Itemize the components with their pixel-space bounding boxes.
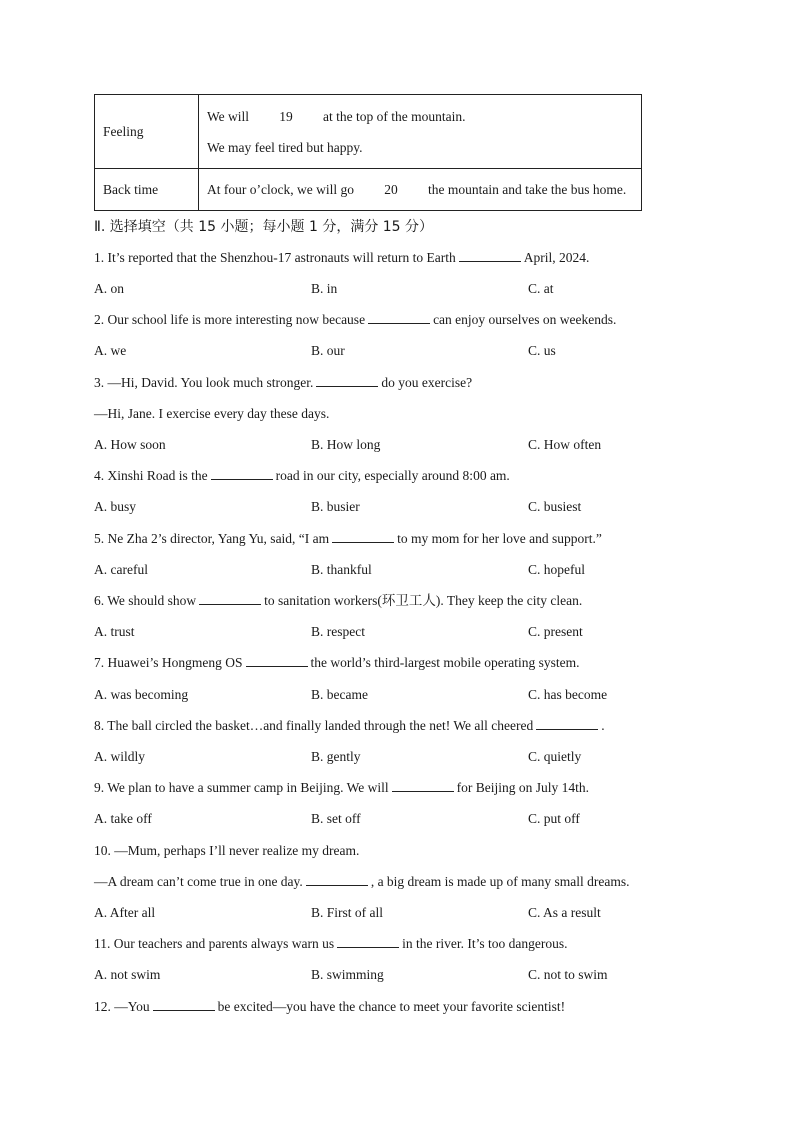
answer-blank: [332, 529, 394, 543]
option-a: A. wildly: [94, 749, 146, 764]
question-text: 3. —Hi, David. You look much stronger.: [94, 375, 314, 390]
question-9: [94, 778, 589, 798]
option-a: A. trust: [94, 624, 135, 639]
question-text: to sanitation workers(环卫工人). They keep the city clean.: [264, 593, 583, 608]
option-b: B. thankful: [311, 562, 372, 577]
blank-number: 20: [384, 182, 398, 197]
option-c: C. present: [528, 624, 583, 639]
question-text: road in our city, especially around 8:00 am.: [275, 468, 510, 483]
question-text: 6. We should show: [94, 593, 197, 608]
option-b: B. gently: [311, 749, 361, 764]
option-c: C. not to swim: [528, 967, 608, 982]
question-5: [94, 529, 602, 549]
question-text: 1. It’s reported that the Shenzhou-17 astronauts will return to Earth: [94, 250, 456, 265]
question-text: 7. Huawei’s Hongmeng OS: [94, 655, 243, 670]
table-row-feeling: [95, 95, 642, 169]
question-text: can enjoy ourselves on weekends.: [433, 312, 617, 327]
row-label: Feeling: [95, 95, 199, 169]
content-line: We may feel tired but happy.: [207, 139, 363, 155]
answer-blank: [337, 934, 399, 948]
answer-blank: [246, 653, 308, 667]
question-text: 11. Our teachers and parents always warn us: [94, 936, 335, 951]
text-after-blank: at the top of the mountain.: [323, 108, 466, 124]
answer-blank: [368, 310, 430, 324]
table-row-back-time: [95, 169, 642, 211]
question-text: the world’s third-largest mobile operating system.: [310, 655, 580, 670]
answer-blank: [199, 591, 261, 605]
option-c: C. has become: [528, 687, 608, 702]
question-text: April, 2024.: [523, 250, 590, 265]
answer-blank: [536, 716, 598, 730]
answer-blank: [459, 248, 521, 262]
text-before-blank: We will: [207, 108, 250, 124]
option-a: A. was becoming: [94, 687, 189, 702]
question-text: 8. The ball circled the basket…and finally landed through the net! We all cheered: [94, 718, 534, 733]
option-b: B. our: [311, 343, 345, 358]
answer-blank: [153, 997, 215, 1011]
option-b: B. became: [311, 687, 368, 702]
question-text: to my mom for her love and support.”: [397, 531, 602, 546]
question-8: [94, 716, 605, 736]
question-text: in the river. It’s too dangerous.: [402, 936, 568, 951]
answer-blank: [392, 778, 454, 792]
option-a: A. not swim: [94, 967, 161, 982]
question-text: 5. Ne Zha 2’s director, Yang Yu, said, “I am: [94, 531, 330, 546]
question-1: [94, 248, 589, 268]
row-label: Back time: [95, 169, 199, 211]
option-c: C. at: [528, 281, 554, 296]
question-11: [94, 934, 568, 954]
option-c: C. As a result: [528, 905, 601, 920]
question-3-reply: —Hi, Jane. I exercise every day these days.: [94, 406, 330, 421]
option-c: C. put off: [528, 811, 580, 826]
question-text: , a big dream is made up of many small dreams.: [370, 874, 630, 889]
row-content: [199, 95, 642, 169]
question-text: 12. —You: [94, 999, 150, 1014]
question-text: for Beijing on July 14th.: [456, 780, 590, 795]
question-text: —A dream can’t come true in one day.: [94, 874, 303, 889]
option-c: C. quietly: [528, 749, 582, 764]
content-line: [207, 101, 633, 132]
question-3: [94, 373, 472, 393]
option-c: C. hopeful: [528, 562, 585, 577]
answer-blank: [211, 466, 273, 480]
activity-table: [94, 94, 642, 211]
text-before-blank: At four o’clock, we will go: [207, 182, 354, 197]
option-a: A. careful: [94, 562, 148, 577]
option-a: A. How soon: [94, 437, 166, 452]
option-c: C. How often: [528, 437, 602, 452]
question-text: 4. Xinshi Road is the: [94, 468, 208, 483]
question-text: 9. We plan to have a summer camp in Beijing. We will: [94, 780, 389, 795]
blank-number: 19: [279, 108, 293, 124]
option-c: C. us: [528, 343, 556, 358]
option-b: B. busier: [311, 499, 360, 514]
option-a: A. we: [94, 343, 127, 358]
question-text: do you exercise?: [381, 375, 473, 390]
question-10: 10. —Mum, perhaps I’ll never realize my dream.: [94, 843, 360, 858]
option-b: B. set off: [311, 811, 361, 826]
question-text: 2. Our school life is more interesting now because: [94, 312, 366, 327]
option-a: A. take off: [94, 811, 152, 826]
option-a: A. After all: [94, 905, 156, 920]
text-after-blank: the mountain and take the bus home.: [427, 182, 627, 197]
answer-blank: [306, 872, 368, 886]
option-c: C. busiest: [528, 499, 582, 514]
question-10-reply: [94, 872, 630, 892]
question-7: [94, 653, 579, 673]
option-b: B. swimming: [311, 967, 384, 982]
option-a: A. busy: [94, 499, 137, 514]
option-b: B. First of all: [311, 905, 384, 920]
option-b: B. How long: [311, 437, 381, 452]
option-b: B. in: [311, 281, 338, 296]
question-12: [94, 997, 565, 1017]
section-title: Ⅱ. 选择填空（共 15 小题；每小题 1 分，满分 15 分）: [94, 219, 434, 235]
question-6: [94, 591, 582, 611]
question-text: be excited—you have the chance to meet your favorite scientist!: [217, 999, 566, 1014]
content-line: [207, 174, 633, 205]
question-text: .: [601, 718, 605, 733]
option-b: B. respect: [311, 624, 365, 639]
question-4: [94, 466, 510, 486]
question-2: [94, 310, 616, 330]
row-content: [199, 169, 642, 211]
answer-blank: [316, 373, 378, 387]
option-a: A. on: [94, 281, 124, 296]
